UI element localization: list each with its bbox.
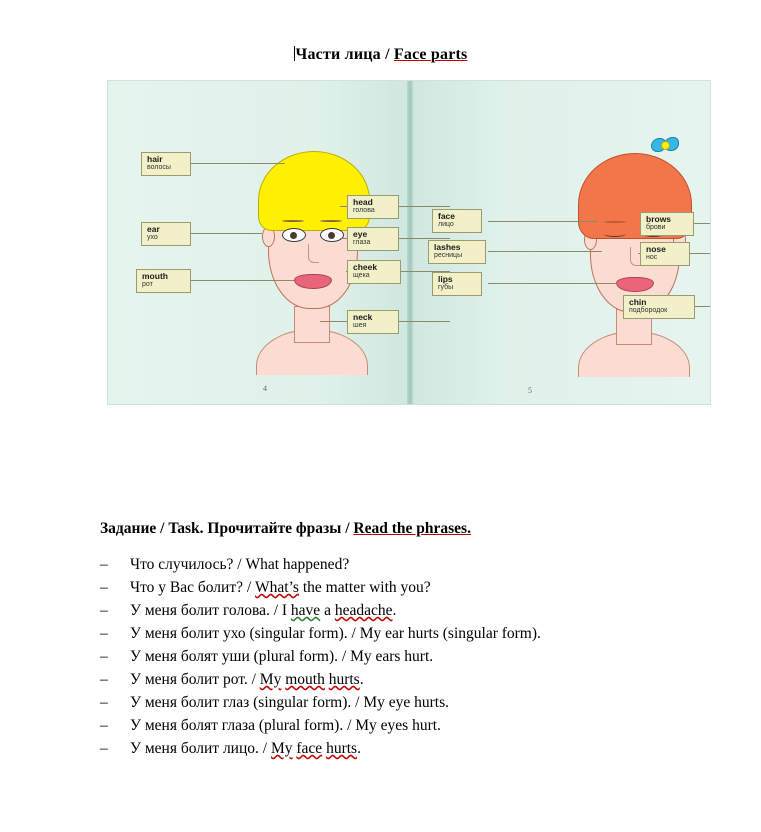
label-lips-ru: губы [438, 283, 454, 291]
label-neck [347, 310, 399, 334]
list-bullet: – [100, 717, 108, 734]
book-spine [407, 81, 413, 404]
list-item [100, 714, 740, 737]
label-lashes-ru: ресницы [434, 251, 463, 259]
label-mouth-ru: рот [142, 280, 153, 288]
label-cheek-ru: щека [353, 271, 370, 279]
page-title-en: Face parts [393, 46, 468, 63]
right-figure-brow-left [604, 221, 626, 223]
label-eye-en: eye [353, 229, 368, 239]
label-eye [347, 227, 399, 251]
left-figure-pupil-left [290, 232, 297, 239]
list-item [100, 737, 740, 760]
label-brows-en: brows [646, 214, 672, 224]
phrase-en-underlined-2: face [296, 740, 323, 757]
list-item-text [130, 714, 740, 737]
phrase-en-tail: a [320, 602, 335, 619]
list-item-text [130, 576, 740, 599]
label-face-ru: лицо [438, 220, 454, 228]
list-item [100, 691, 740, 714]
page-title-ru: Части лица / [295, 46, 394, 63]
label-eye-ru: глаза [353, 238, 371, 246]
label-chin-ru: подбородок [629, 306, 668, 314]
list-bullet: – [100, 740, 108, 757]
list-bullet: – [100, 556, 108, 573]
phrase-en-underlined: My [270, 740, 293, 757]
label-head-ru: голова [353, 206, 375, 214]
label-nose-ru: нос [646, 253, 658, 261]
list-item [100, 645, 740, 668]
left-figure-pupil-right [328, 232, 335, 239]
phrase-en-tail-2: . [392, 602, 397, 619]
phrase-en: My eye hurts. [363, 694, 449, 711]
phrase-en: My eyes hurt. [355, 717, 441, 734]
left-figure-brow-left [282, 220, 304, 222]
task-heading-ru: Задание / Task. Прочитайте фразы / [100, 520, 354, 537]
leader-line-mouth [190, 280, 294, 281]
task-heading-en: Read the phrases. [353, 520, 471, 537]
phrase-list [100, 553, 740, 760]
leader-line-face [488, 221, 598, 222]
list-item-text [130, 737, 740, 760]
page-title [0, 46, 761, 64]
phrase-en: What happened? [245, 556, 350, 573]
task-heading [100, 520, 471, 538]
list-item-text [130, 553, 740, 576]
list-item-text [130, 668, 740, 691]
leader-line-ear [190, 233, 262, 234]
phrase-en: My ear hurts (singular form). [359, 625, 541, 642]
phrase-ru: У меня болят уши (plural form). / [130, 648, 351, 665]
phrase-ru: У меня болит глаз (singular form). / [130, 694, 364, 711]
label-face-en: face [438, 211, 456, 221]
label-head [347, 195, 399, 219]
label-brows-ru: брови [646, 223, 666, 231]
left-figure-nose [308, 244, 319, 263]
list-item-text [130, 645, 740, 668]
phrase-en: I [281, 602, 291, 619]
label-lashes [428, 240, 486, 264]
leader-line-hair [190, 163, 285, 164]
label-hair-ru: волосы [147, 163, 171, 171]
list-item [100, 576, 740, 599]
list-item-text [130, 622, 740, 645]
phrase-en: My ears hurt. [350, 648, 434, 665]
leader-line-lips [488, 283, 618, 284]
label-head-en: head [353, 197, 373, 207]
phrase-en-underlined-3: hurts [328, 671, 360, 688]
label-nose [640, 242, 690, 266]
left-figure-eye-right [320, 228, 344, 242]
list-item [100, 622, 740, 645]
label-cheek-en: cheek [353, 262, 378, 272]
phrase-ru: У меня болит лицо. / [130, 740, 271, 757]
phrase-ru: У меня болят глаза (plural form). / [130, 717, 356, 734]
phrase-en-tail-3: . [359, 671, 364, 688]
phrase-en-underlined: have [290, 602, 321, 619]
label-lips [432, 272, 482, 296]
label-nose-en: nose [646, 244, 666, 254]
phrase-ru: У меня болит голова. / [130, 602, 282, 619]
label-hair [141, 152, 191, 176]
list-bullet: – [100, 671, 108, 688]
list-bullet: – [100, 625, 108, 642]
label-ear [141, 222, 191, 246]
label-hair-en: hair [147, 154, 163, 164]
phrase-ru: У меня болит рот. / [130, 671, 260, 688]
phrase-en-underlined: My [259, 671, 282, 688]
phrase-ru: У меня болит ухо (singular form). / [130, 625, 360, 642]
label-mouth-en: mouth [142, 271, 168, 281]
phrase-en-tail-3: . [357, 740, 361, 757]
list-bullet: – [100, 648, 108, 665]
label-face [432, 209, 482, 233]
right-figure-hair-bow [651, 137, 681, 151]
phrase-ru: Что случилось? / [130, 556, 246, 573]
label-cheek [347, 260, 401, 284]
label-neck-en: neck [353, 312, 373, 322]
text-cursor [294, 46, 295, 61]
phrase-en-underlined: What’s [255, 579, 299, 596]
list-item-text [130, 691, 740, 714]
list-bullet: – [100, 694, 108, 711]
label-lashes-en: lashes [434, 242, 461, 252]
right-figure-eye-left [604, 231, 626, 237]
label-ear-en: ear [147, 224, 160, 234]
list-item [100, 553, 740, 576]
phrase-ru: Что у Вас болит? / [130, 579, 256, 596]
phrase-en-underlined-2: mouth [285, 671, 325, 688]
list-item [100, 599, 740, 622]
left-figure-brow-right [320, 220, 342, 222]
left-figure-eye-left [282, 228, 306, 242]
list-item-text [130, 599, 740, 622]
phrase-en-tail: the matter with you? [298, 579, 431, 596]
label-neck-ru: шея [353, 321, 367, 329]
label-mouth [136, 269, 191, 293]
phrase-en-underlined-3: hurts [326, 740, 358, 757]
list-bullet: – [100, 602, 108, 619]
label-ear-ru: ухо [147, 233, 158, 241]
label-chin [623, 295, 695, 319]
left-figure-neck [294, 306, 330, 343]
label-chin-en: chin [629, 297, 647, 307]
list-item [100, 668, 740, 691]
label-brows [640, 212, 694, 236]
label-lips-en: lips [438, 274, 453, 284]
phrase-en-underlined-2: headache [334, 602, 393, 619]
list-bullet: – [100, 579, 108, 596]
book-page-number-right: 5 [528, 386, 532, 395]
scanned-book-image [107, 80, 711, 405]
book-page-number-left: 4 [263, 384, 267, 393]
bow-knot [661, 141, 670, 150]
leader-line-lashes [488, 251, 602, 252]
